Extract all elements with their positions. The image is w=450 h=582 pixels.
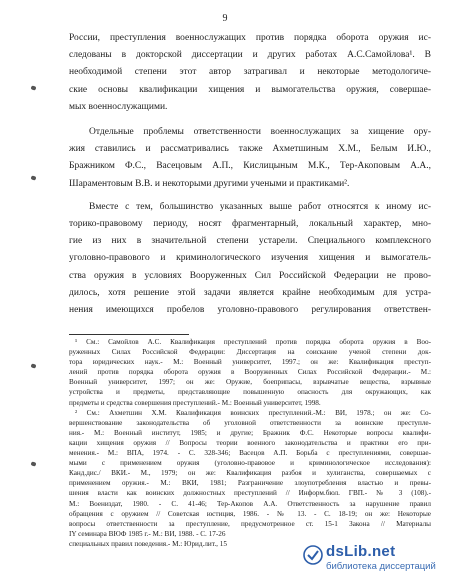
text-line: гие из них в значительной степени устарели. Специального комплексного	[69, 236, 431, 247]
text-line: уголовно-правового и криминологического изучения хищения и вымогатель-	[69, 253, 431, 264]
footnote-line: тора юридических наук.- М.: Военный университет, 1997.; он же: Квалификация преступ-	[69, 358, 431, 367]
footnote-line: ² См.: Ахметшин Х.М. Квалификация воинских преступлений.-М.: ВИ, 1978.; он же: Со-	[75, 408, 431, 417]
text-line: России, преступления военнослужащих против порядка оборота оружия ис-	[69, 33, 431, 43]
text-line: мых военнослужащими.	[69, 101, 168, 112]
text-line: дилось, хотя решение этой задачи является крайне необходимым для устра-	[69, 287, 431, 298]
footnote-line: IY семинара ВЮФ 1985 г.- М.: ВИ, 1988. - С. 17-26	[69, 529, 226, 538]
text-line: Отдельные проблемы ответственности военнослужащих за хищение ору-	[89, 127, 431, 138]
footnote-line: вершенствование законодательства об уголовной ответственности за воинские преступле-	[69, 418, 431, 427]
text-line: ские основы квалификации хищения и вымогательства оружия, совершае-	[69, 84, 431, 95]
footnote-line: обращения с оружием // Советская юстиция, 1986. - № 13. - С. 18-19; он же: Некоторые	[69, 509, 431, 518]
footnote-line: мыми с применением оружия (уголовно-правовое и криминологическое исследования):	[69, 459, 431, 468]
footnote-line: предметы и средства совершения преступлений.- М.: Военный университет, 1998.	[69, 398, 321, 407]
page-number: 9	[222, 13, 228, 24]
scan-margin-mark	[30, 175, 36, 180]
watermark-subtitle: библиотека диссертаций	[326, 561, 436, 572]
paragraph	[69, 30, 431, 116]
footnote-1	[69, 337, 431, 408]
footnote-line: М.: Воениздат, 1980. - С. 41-46; Тер-Акопов А.А. Ответственность за нарушение правил	[69, 499, 431, 508]
dslib-watermark	[303, 540, 450, 578]
footnote-line: Военный университет, 1997; он же: Оружие, боеприпасы, взрывчатые вещества, взрывные	[69, 378, 431, 387]
footnote-line: лений против порядка оборота оружия в Вооруженных Силах Российской Федерации.- М.:	[69, 368, 431, 377]
text-line: ства оружия в условиях Вооруженных Сил Российской Федерации не прово-	[69, 270, 431, 281]
paragraph	[69, 199, 431, 319]
paragraph	[69, 124, 431, 193]
text-line: нения имеющихся пробелов уголовно-правового регулирования ответствен-	[69, 305, 431, 316]
scan-margin-mark	[30, 363, 36, 368]
footnote-line: шения власти как воинских должностных преступлений // Информ.бюл. ГВП.- № 3 (108).-	[69, 489, 431, 498]
footnote-line: менения.- М.: ВПА, 1974. - С. 328-346; Васецов А.П. Борьба с преступлениями, совершае-	[69, 449, 431, 458]
text-line: Шараментовым В.В. и некоторыми другими учеными и практиками².	[69, 178, 350, 189]
text-line: следованы в докторской диссертации и других работах А.С.Самойлова¹. В	[69, 50, 431, 61]
footnote-line: вопросы ответственности за преступление, предусмотренное ст. 15-1 Закона // Материалы	[69, 519, 431, 528]
footnote-line: руженных Силах Российской Федерации: Диссертация на соискание ученой степени док-	[69, 348, 431, 357]
footnote-line: Канд.дис./ ВКИ.- М., 1979; он же: Квалификация разбоя и хулиганства, совершаемых с	[69, 469, 431, 478]
body-text	[69, 30, 431, 319]
watermark-title: dsLib.net	[326, 543, 396, 560]
footnote-2	[69, 408, 431, 549]
dslib-logo-icon	[303, 545, 323, 565]
footnote-line: кации хищения оружия // Вопросы теории военного законодательства и практики его при-	[69, 438, 431, 447]
footnote-line: применением оружия.- М.: ВКИ, 1981; Разграничение злоупотребления властью и превы-	[69, 479, 431, 488]
text-line: Вместе с тем, большинство указанных выше работ относятся к иному ис-	[89, 201, 431, 212]
footnote-line: ния.- М.: Военный институт, 1985; и другие; Бражник Ф.С. Некоторые вопросы квалифи-	[69, 428, 431, 437]
footnotes	[69, 337, 431, 549]
footnote-line: специальных правил поведения.- М.: Юрид.лит., 15	[69, 539, 227, 548]
footnote-separator	[69, 334, 189, 335]
text-line: Бражником Ф.С., Васецовым А.П., Кислицыным М.К., Тер-Акоповым А.А.,	[69, 161, 431, 172]
footnote-line: ¹ См.: Самойлов А.С. Квалификация преступлений против порядка оборота оружия в Воо-	[75, 338, 431, 346]
text-line: торико-правовому периоду, носят фрагментарный, локальный характер, мно-	[69, 219, 431, 230]
scan-margin-mark	[30, 85, 36, 90]
scan-margin-mark	[30, 461, 36, 466]
text-line: необходимой степени этот автор затрагивал и некоторые методологиче-	[69, 67, 431, 78]
text-line: жия ставились и рассматривались также Ахметшиным Х.М., Белым И.Ю.,	[69, 144, 431, 155]
footnote-line: устройства и предметы, представляющие повышенную опасность для окружающих, как	[69, 388, 431, 397]
